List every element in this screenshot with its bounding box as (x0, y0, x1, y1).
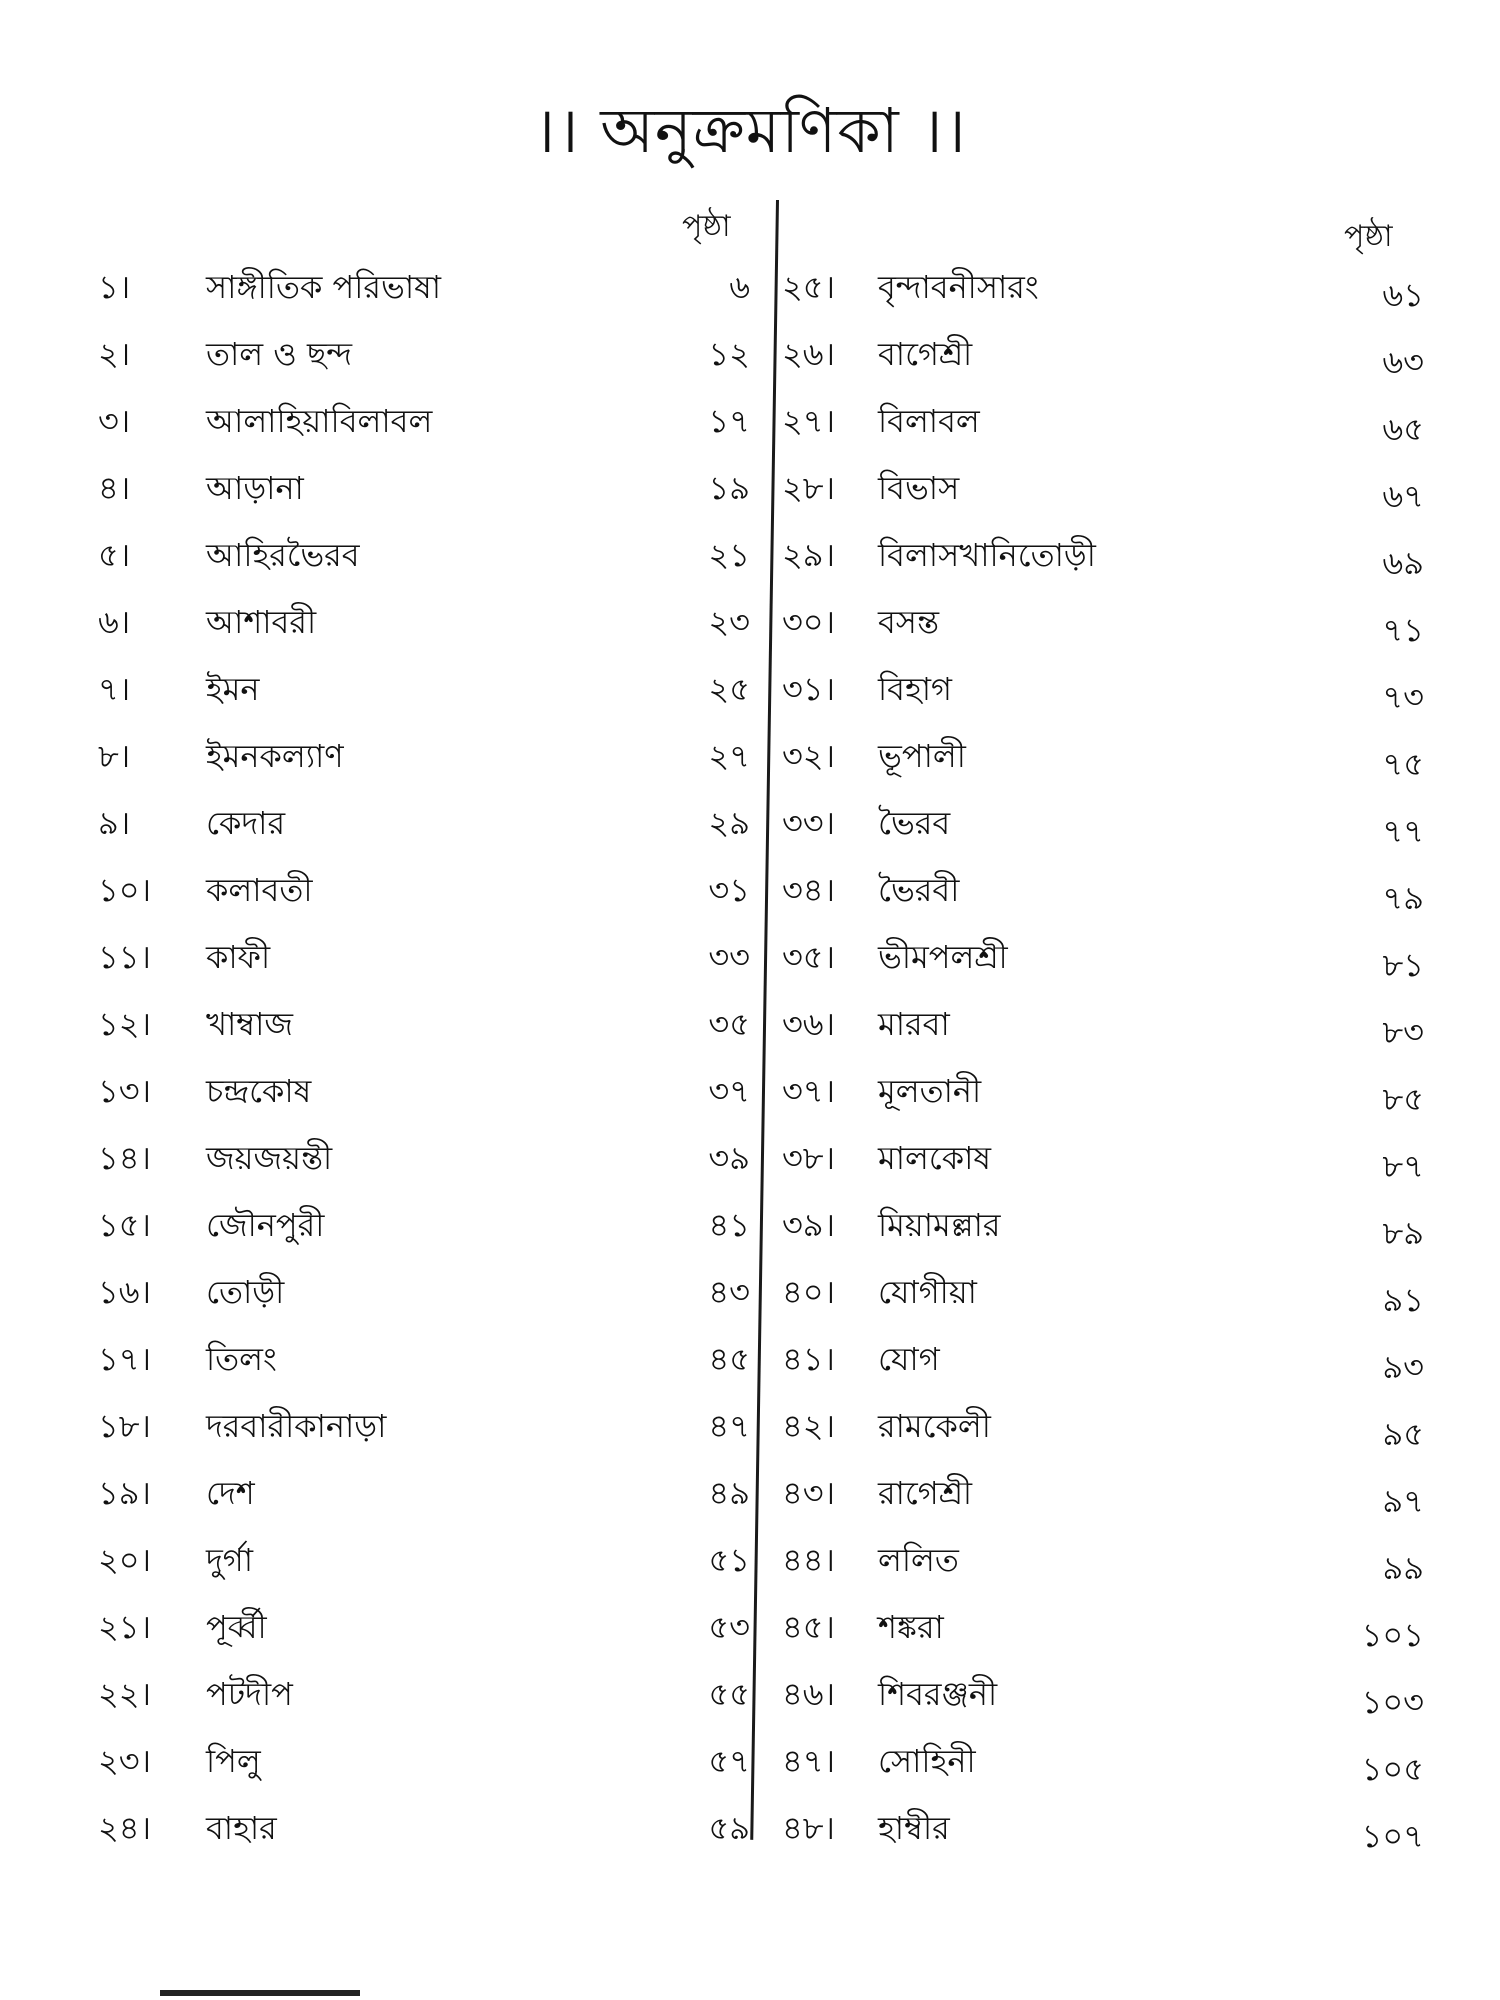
entry-title: কেদার (206, 804, 286, 842)
entry-title: পটদীপ (206, 1675, 293, 1713)
entry-page-number: ৫৩ (708, 1608, 750, 1646)
entry-title: জয়জয়ন্তী (206, 1139, 333, 1177)
entry-title: বাহার (206, 1809, 277, 1847)
entry-title: বৃন্দাবনীসারং (878, 268, 1039, 306)
entry-page-number: ৪১ (708, 1206, 750, 1244)
entry-page-number: ৯৩ (1382, 1348, 1424, 1386)
index-entry (782, 463, 1432, 530)
entry-number: ৭। (98, 670, 131, 708)
entry-title: জৌনপুরী (206, 1206, 325, 1244)
index-entry (782, 798, 1432, 865)
index-entry (98, 798, 758, 865)
index-entry (782, 597, 1432, 664)
entry-number: ৩০। (782, 603, 836, 641)
index-entry (98, 1334, 758, 1401)
index-entry (98, 262, 758, 329)
entry-title: যোগীয়া (878, 1273, 977, 1311)
entry-number: ৪। (98, 469, 131, 507)
entry-number: ৩৫। (782, 938, 836, 976)
index-entry (98, 664, 758, 731)
entry-page-number: ১০১ (1361, 1616, 1424, 1654)
index-entry (98, 1803, 758, 1870)
index-entry (98, 1066, 758, 1133)
index-entry (98, 463, 758, 530)
entry-title: রামকেলী (878, 1407, 991, 1445)
entry-title: খাম্বাজ (206, 1005, 294, 1043)
page-column-header-right: পৃষ্ঠা (1344, 219, 1393, 254)
entry-title: বিভাস (878, 469, 960, 507)
entry-number: ১। (98, 268, 131, 306)
entry-number: ২৯। (782, 536, 836, 574)
index-entry (98, 1200, 758, 1267)
entry-page-number: ৯৭ (1382, 1482, 1424, 1520)
entry-page-number: ১০৭ (1361, 1817, 1424, 1855)
entry-title: তাল ও ছন্দ (206, 335, 353, 373)
entry-page-number: ২৭ (708, 737, 750, 775)
index-entry (98, 865, 758, 932)
index-entry (782, 999, 1432, 1066)
entry-number: ১১। (98, 938, 151, 976)
entry-number: ৩১। (782, 670, 836, 708)
entry-page-number: ২১ (708, 536, 750, 574)
entry-page-number: ৬৫ (1382, 410, 1424, 448)
entry-number: ৪৮। (782, 1809, 835, 1847)
entry-number: ২৫। (782, 268, 836, 306)
entry-page-number: ৮৭ (1382, 1147, 1424, 1185)
entry-number: ১৪। (98, 1139, 151, 1177)
entry-number: ১৫। (98, 1206, 151, 1244)
index-entry (782, 1133, 1432, 1200)
entry-page-number: ৩৫ (708, 1005, 750, 1043)
entry-title: তিলং (206, 1340, 277, 1378)
entry-number: ৩৩। (782, 804, 836, 842)
index-entry (782, 262, 1432, 329)
entry-number: ৩২। (782, 737, 836, 775)
entry-page-number: ১২ (708, 335, 750, 373)
index-list-right (782, 262, 1432, 1870)
index-entry (98, 999, 758, 1066)
entry-number: ৪৭। (782, 1742, 836, 1780)
entry-page-number: ২৫ (708, 670, 750, 708)
entry-title: দরবারীকানাড়া (206, 1407, 387, 1445)
entry-page-number: ৭৭ (1382, 812, 1424, 850)
index-entry (98, 530, 758, 597)
entry-number: ১৭। (98, 1340, 152, 1378)
entry-page-number: ৬১ (1382, 276, 1424, 314)
entry-page-number: ১৯ (708, 469, 750, 507)
entry-page-number: ৬৩ (1382, 343, 1424, 381)
entry-page-number: ৩৩ (708, 938, 750, 976)
entry-page-number: ৫৭ (708, 1742, 750, 1780)
entry-title: বিহাগ (878, 670, 953, 708)
index-entry (98, 932, 758, 999)
entry-title: বাগেশ্রী (878, 335, 973, 373)
entry-title: তোড়ী (206, 1273, 285, 1311)
entry-number: ১৮। (98, 1407, 151, 1445)
entry-title: মূলতানী (878, 1072, 982, 1110)
index-entry (782, 664, 1432, 731)
entry-title: ইমন (206, 670, 260, 708)
entry-number: ৩৭। (782, 1072, 836, 1110)
entry-page-number: ৭৯ (1382, 879, 1424, 917)
entry-number: ২২। (98, 1675, 152, 1713)
entry-page-number: ৭৩ (1382, 678, 1424, 716)
entry-title: বসন্ত (878, 603, 940, 641)
entry-number: ৪২। (782, 1407, 836, 1445)
index-entry (782, 865, 1432, 932)
entry-page-number: ৮১ (1382, 946, 1424, 984)
entry-title: দুর্গা (206, 1541, 254, 1579)
entry-title: কলাবতী (206, 871, 313, 909)
entry-number: ৪৫। (782, 1608, 835, 1646)
entry-title: আলাহিয়াবিলাবল (206, 402, 433, 440)
entry-title: ললিত (878, 1541, 959, 1579)
entry-title: মালকোষ (878, 1139, 992, 1177)
index-entry (98, 329, 758, 396)
entry-number: ৩৯। (782, 1206, 836, 1244)
entry-page-number: ৪৩ (708, 1273, 750, 1311)
entry-page-number: ৫৫ (708, 1675, 750, 1713)
entry-page-number: ৮৯ (1382, 1214, 1424, 1252)
bottom-rule (160, 1990, 360, 1996)
index-entry (782, 1267, 1432, 1334)
entry-number: ২৬। (782, 335, 836, 373)
index-entry (782, 329, 1432, 396)
index-entry (782, 731, 1432, 798)
entry-number: ২৮। (782, 469, 836, 507)
entry-title: চন্দ্রকোষ (206, 1072, 312, 1110)
page-column-header-left: পৃষ্ঠা (682, 209, 731, 244)
entry-page-number: ৪৯ (708, 1474, 750, 1512)
entry-title: পূর্ব্বী (206, 1608, 267, 1646)
entry-page-number: ২৯ (708, 804, 750, 842)
entry-number: ১৯। (98, 1474, 151, 1512)
entry-number: ৪৬। (782, 1675, 836, 1713)
entry-number: ২০। (98, 1541, 152, 1579)
entry-page-number: ৩৯ (708, 1139, 750, 1177)
page-title: ।। অনুক্রমণিকা ।। (533, 94, 967, 167)
entry-page-number: ৯৫ (1382, 1415, 1424, 1453)
index-entry (98, 1669, 758, 1736)
index-entry (782, 1200, 1432, 1267)
entry-title: ইমনকল্যাণ (206, 737, 344, 775)
entry-page-number: ৫১ (708, 1541, 750, 1579)
entry-title: পিলু (206, 1742, 261, 1780)
entry-number: ২৩। (98, 1742, 152, 1780)
entry-number: ২৪। (98, 1809, 152, 1847)
index-entry (98, 1401, 758, 1468)
index-entry (98, 1535, 758, 1602)
entry-page-number: ৯১ (1382, 1281, 1424, 1319)
index-entry (98, 597, 758, 664)
entry-title: কাফী (206, 938, 271, 976)
entry-page-number: ৬৭ (1382, 477, 1424, 515)
index-entry (782, 1736, 1432, 1803)
index-entry (782, 530, 1432, 597)
entry-number: ৪১। (782, 1340, 835, 1378)
entry-title: বিলাবল (878, 402, 980, 440)
entry-number: ৪৪। (782, 1541, 835, 1579)
entry-number: ৪০। (782, 1273, 836, 1311)
index-entry (782, 1334, 1432, 1401)
entry-page-number: ৮৩ (1382, 1013, 1424, 1051)
index-entry (98, 1736, 758, 1803)
entry-number: ৩৬। (782, 1005, 836, 1043)
index-entry (782, 1602, 1432, 1669)
entry-page-number: ১০৩ (1361, 1683, 1424, 1721)
index-entry (782, 396, 1432, 463)
entry-number: ৩৪। (782, 871, 836, 909)
index-entry (98, 1133, 758, 1200)
entry-page-number: ২৩ (708, 603, 750, 641)
entry-title: মিয়ামল্লার (878, 1206, 1001, 1244)
entry-title: আড়ানা (206, 469, 304, 507)
entry-title: মারবা (878, 1005, 950, 1043)
index-entry (782, 1401, 1432, 1468)
entry-page-number: ৬৯ (1382, 544, 1424, 582)
entry-number: ৫। (98, 536, 131, 574)
entry-title: আহিরভৈরব (206, 536, 360, 574)
entry-number: ১০। (98, 871, 152, 909)
entry-number: ১৩। (98, 1072, 152, 1110)
entry-title: ভীমপলশ্রী (878, 938, 1008, 976)
index-list-left (98, 262, 758, 1870)
entry-page-number: ৭৫ (1382, 745, 1424, 783)
entry-title: আশাবরী (206, 603, 317, 641)
entry-page-number: ৫৯ (708, 1809, 750, 1847)
entry-page-number: ৪৭ (708, 1407, 750, 1445)
index-entry (782, 1468, 1432, 1535)
entry-number: ২। (98, 335, 131, 373)
index-entry (782, 1669, 1432, 1736)
entry-page-number: ১৭ (708, 402, 750, 440)
entry-number: ৩৮। (782, 1139, 836, 1177)
entry-page-number: ৮৫ (1382, 1080, 1424, 1118)
entry-title: বিলাসখানিতোড়ী (878, 536, 1096, 574)
index-entry (782, 1803, 1432, 1870)
index-entry (98, 396, 758, 463)
entry-number: ৪৩। (782, 1474, 836, 1512)
entry-page-number: ৩১ (708, 871, 750, 909)
index-entry (98, 731, 758, 798)
entry-page-number: ৭১ (1382, 611, 1424, 649)
entry-page-number: ৯৯ (1382, 1549, 1424, 1587)
entry-page-number: ৬ (729, 268, 750, 306)
entry-title: ভূপালী (878, 737, 966, 775)
entry-number: ২১। (98, 1608, 152, 1646)
entry-title: শিবরঞ্জনী (878, 1675, 998, 1713)
entry-page-number: ১০৫ (1361, 1750, 1424, 1788)
entry-number: ১২। (98, 1005, 152, 1043)
entry-title: সোহিনী (878, 1742, 976, 1780)
index-entry (782, 1535, 1432, 1602)
entry-page-number: ৩৭ (708, 1072, 750, 1110)
entry-number: ৯। (98, 804, 131, 842)
entry-title: রাগেশ্রী (878, 1474, 973, 1512)
entry-title: ভৈরবী (878, 871, 960, 909)
entry-page-number: ৪৫ (708, 1340, 750, 1378)
index-entry (98, 1468, 758, 1535)
entry-title: হাম্বীর (878, 1809, 950, 1847)
entry-number: ৬। (98, 603, 131, 641)
entry-number: ২৭। (782, 402, 836, 440)
index-entry (98, 1602, 758, 1669)
entry-title: শঙ্করা (878, 1608, 944, 1646)
entry-number: ৩। (98, 402, 131, 440)
index-entry (98, 1267, 758, 1334)
entry-title: দেশ (206, 1474, 255, 1512)
entry-number: ১৬। (98, 1273, 152, 1311)
entry-title: যোগ (878, 1340, 940, 1378)
entry-title: ভৈরব (878, 804, 951, 842)
entry-title: সাঙ্গীতিক পরিভাষা (206, 268, 442, 306)
entry-number: ৮। (98, 737, 131, 775)
index-entry (782, 1066, 1432, 1133)
index-entry (782, 932, 1432, 999)
